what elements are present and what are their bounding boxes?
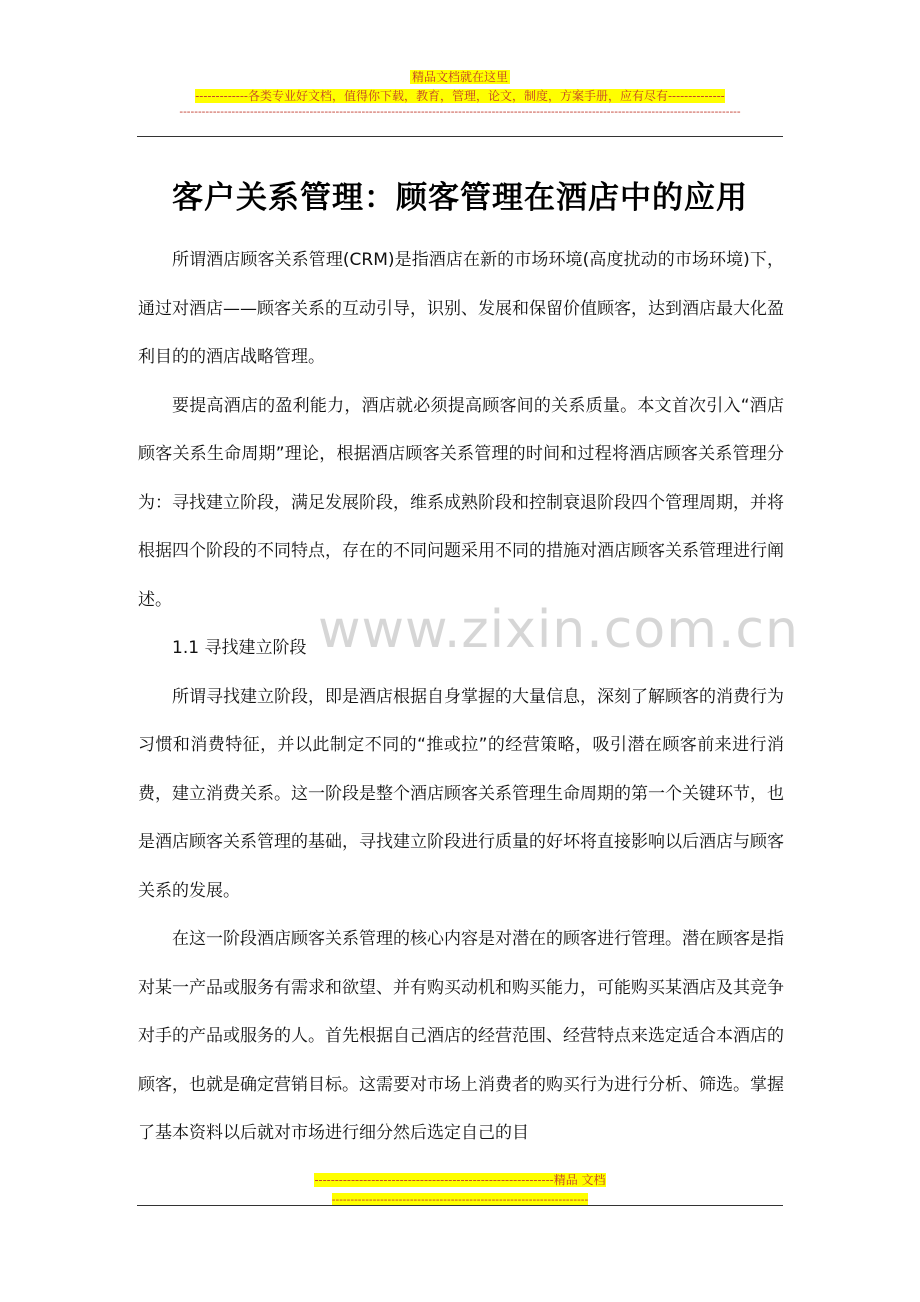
document-body [138,236,784,1158]
page-title: 客户关系管理：顾客管理在酒店中的应用 [172,180,748,216]
header-rule [137,136,783,137]
header-banner-title: 精品文档就在这里 [411,70,508,84]
paragraph-stage-core: 在这一阶段酒店顾客关系管理的核心内容是对潜在的顾客进行管理。潜在顾客是指对某一产品或服务有需求和欲望、并有购买动机和购买能力，可能购买某酒店及其竞争对手的产品或服务的人。首先根据自己酒店的经营范围、经营特点来选定适合本酒店的顾客，也就是确定营销目标。这需要对市场上消费者的购买行为进行分析、筛选。掌握了基本资料以后就对市场进行细分然后选定自己的目 [138,929,784,1143]
footer-rule [137,1205,783,1206]
watermark: www.zixin.com.cn [318,600,799,660]
paragraph-stage-definition: 所谓寻找建立阶段，即是酒店根据自身掌握的大量信息，深刻了解顾客的消费行为习惯和消费特征，并以此制定不同的“推或拉”的经营策略，吸引潜在顾客前来进行消费，建立消费关系。这一阶段是整个酒店顾客关系管理生命周期的第一个关键环节，也是酒店顾客关系管理的基础，寻找建立阶段进行质量的好坏将直接影响以后酒店与顾客关系的发展。 [138,686,784,901]
footer-banner: -----------------------------------------------------------精品 文档 [314,1173,606,1187]
paragraph-intro: 所谓酒店顾客关系管理(CRM)是指酒店在新的市场环境(高度扰动的市场环境)下，通过对酒店——顾客关系的互动引导，识别、发展和保留价值顾客，达到酒店最大化盈利目的的酒店战略管理。 [138,250,784,367]
header-banner-slogan: -------------各类专业好文档，值得你下载，教育，管理，论文，制度，方案手册，应有尽有-------------- [195,89,725,103]
footer-dash-divider: --------------------------------------------------------------------- [331,1193,589,1206]
paragraph-overview: 要提高酒店的盈利能力，酒店就必须提高顾客间的关系质量。本文首次引入“酒店顾客关系生命周期”理论，根据酒店顾客关系管理的时间和过程将酒店顾客关系管理分为：寻找建立阶段，满足发展阶段，维系成熟阶段和控制衰退阶段四个管理周期，并将根据四个阶段的不同特点，存在的不同问题采用不同的措施对酒店顾客关系管理进行阐述。 [138,395,784,610]
header-dash-divider: ------------------------------------------------------------------------------------------------------------------------------------------------------- [179,105,741,118]
section-heading-1-1: 1.1 寻找建立阶段 [172,638,307,658]
